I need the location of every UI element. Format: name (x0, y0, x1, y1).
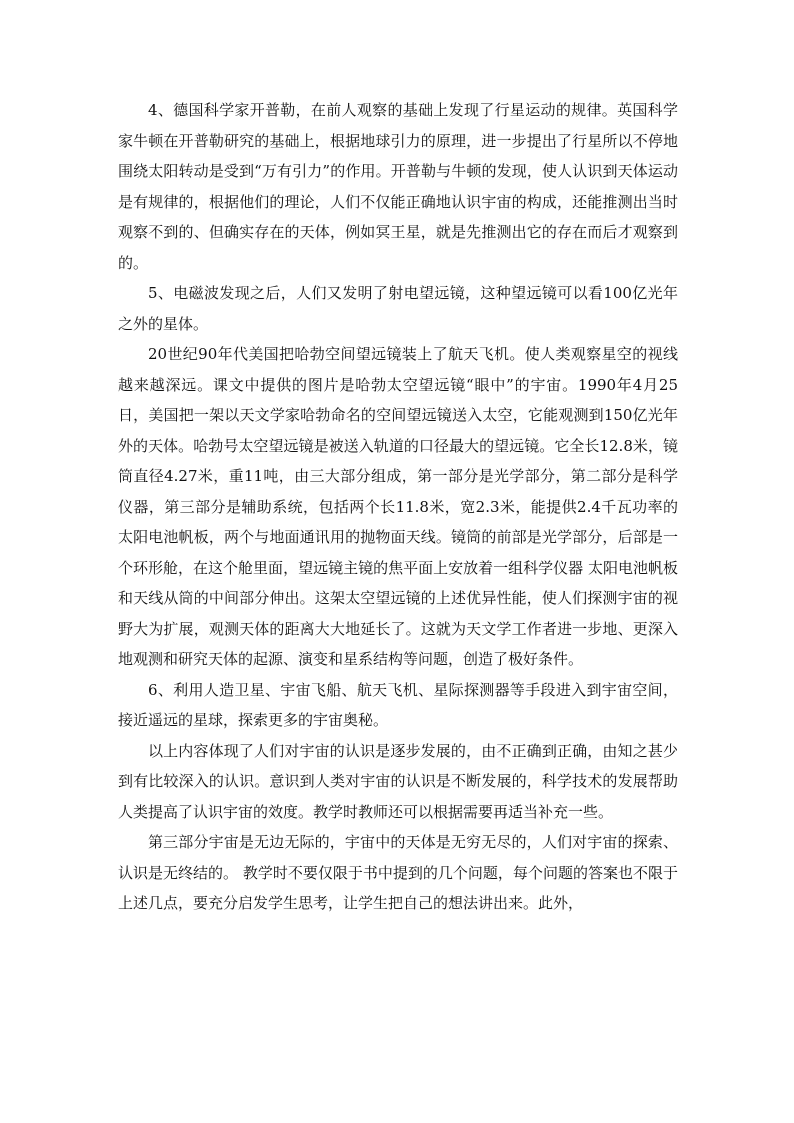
paragraph-kepler-newton: 4、德国科学家开普勒，在前人观察的基础上发现了行星运动的规律。英国科学家牛顿在开普勒研究的基础上，根据地球引力的原理，进一步提出了行星所以不停地围绕太阳转动是受到“万有引力”的作用。开普勒与牛顿的发现，使人认识到天体运动是有规律的，根据他们的理论，人们不仅能正确地认识宇宙的构成，还能推测出当时观察不到的、但确实存在的天体，例如冥王星，就是先推测出它的存在而后才观察到的。 (118, 101, 678, 272)
paragraph-summary: 以上内容体现了人们对宇宙的认识是逐步发展的，由不正确到正确，由知之甚少到有比较深入的认识。意识到人类对宇宙的认识是不断发展的，科学技术的发展帮助人类提高了认识宇宙的效度。教学时教师还可以根据需要再适当补充一些。 (118, 741, 678, 821)
paragraph-space-exploration: 6、利用人造卫星、宇宙飞船、航天飞机、星际探测器等手段进入到宇宙空间，接近遥远的星球，探索更多的宇宙奥秘。 (118, 680, 678, 729)
paragraph-radio-telescope: 5、电磁波发现之后，人们又发明了射电望远镜，这种望远镜可以看100亿光年之外的星体。 (118, 284, 678, 333)
paragraph-part-three: 第三部分宇宙是无边无际的，宇宙中的天体是无穷无尽的，人们对宇宙的探索、认识是无终结的。 教学时不要仅限于书中提到的几个问题，每个问题的答案也不限于上述几点，要充分启发学生思考，让学生把自己的想法讲出来。此外， (118, 833, 678, 912)
paragraph-hubble-telescope: 20世纪90年代美国把哈勃空间望远镜装上了航天飞机。使人类观察星空的视线越来越深远。课文中提供的图片是哈勃太空望远镜“眼中”的宇宙。1990年4月25日，美国把一架以天文学家哈勃命名的空间望远镜送入太空，它能观测到150亿光年外的天体。哈勃号太空望远镜是被送入轨道的口径最大的望远镜。它全长12.8米，镜筒直径4.27米，重11吨，由三大部分组成，第一部分是光学部分，第二部分是科学仪器，第三部分是辅助系统，包括两个长11.8米，宽2.3米，能提供2.4千瓦功率的太阳电池帆板，两个与地面通讯用的抛物面天线。镜筒的前部是光学部分，后部是一个环形舱，在这个舱里面，望远镜主镜的焦平面上安放着一组科学仪器 太阳电池帆板和天线从筒的中间部分伸出。这架太空望远镜的上述优异性能，使人们探测宇宙的视野大为扩展，观测天体的距离大大地延长了。这就为天文学工作者进一步地、更深入地观测和研究天体的起源、演变和星系结构等问题，创造了极好条件。 (118, 345, 678, 668)
document-body (118, 95, 678, 919)
